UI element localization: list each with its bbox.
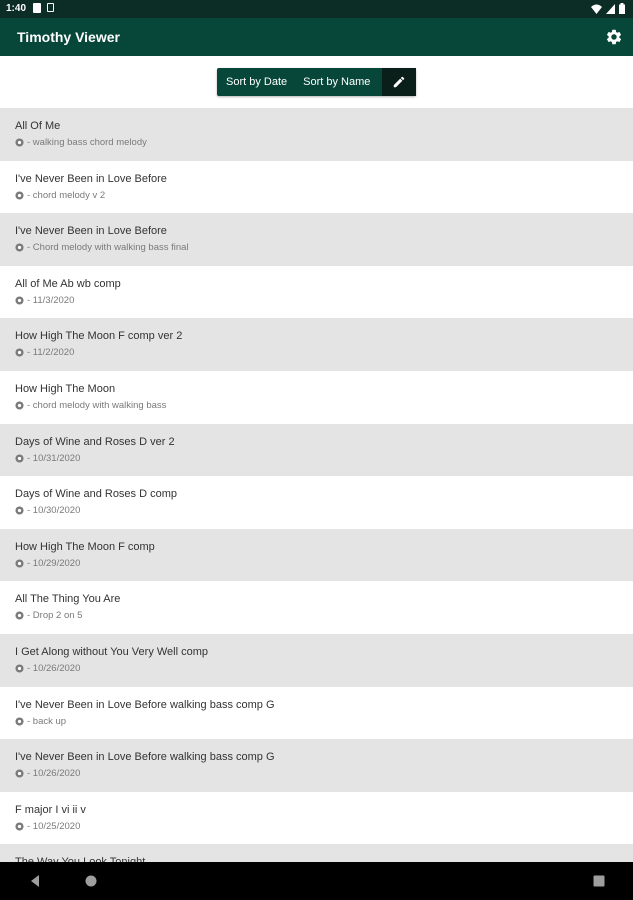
eye-icon bbox=[15, 243, 24, 252]
item-subtitle-row bbox=[15, 137, 147, 148]
eye-icon bbox=[15, 401, 24, 410]
item-title: Days of Wine and Roses D comp bbox=[15, 488, 178, 501]
item-subtitle-row bbox=[15, 663, 80, 674]
item-subtitle: - Drop 2 on 5 bbox=[27, 610, 83, 622]
list-item[interactable] bbox=[0, 687, 633, 740]
sort-toolbar bbox=[217, 68, 416, 96]
sort-by-date-button[interactable]: Sort by Date bbox=[226, 76, 288, 88]
item-subtitle: - 10/30/2020 bbox=[27, 505, 81, 517]
item-title: I've Never Been in Love Before walking bass comp G bbox=[15, 751, 275, 764]
item-subtitle-row bbox=[15, 347, 74, 358]
eye-icon bbox=[15, 717, 24, 726]
sim-card-icon bbox=[47, 3, 54, 12]
eye-icon bbox=[15, 506, 24, 515]
list-item[interactable] bbox=[0, 318, 633, 371]
status-bar bbox=[0, 0, 633, 18]
list-item[interactable] bbox=[0, 634, 633, 687]
list-item[interactable] bbox=[0, 476, 633, 529]
home-icon[interactable] bbox=[85, 875, 97, 887]
item-subtitle: - chord melody with walking bass bbox=[27, 399, 167, 411]
item-title: How High The Moon F comp ver 2 bbox=[15, 330, 183, 343]
item-title: All The Thing You Are bbox=[15, 593, 121, 606]
notification-square-icon bbox=[33, 3, 41, 13]
item-subtitle: - 11/3/2020 bbox=[27, 294, 75, 306]
item-title: Days of Wine and Roses D ver 2 bbox=[15, 435, 175, 448]
sort-by-name-button[interactable]: Sort by Name bbox=[303, 76, 371, 88]
item-subtitle-row bbox=[15, 821, 80, 832]
item-title: I Get Along without You Very Well comp bbox=[15, 645, 209, 658]
recording-list bbox=[0, 108, 633, 862]
item-title: F major I vi ii v bbox=[15, 803, 86, 816]
item-subtitle-row bbox=[15, 505, 80, 516]
item-subtitle-row bbox=[15, 295, 74, 306]
item-subtitle: - 11/2/2020 bbox=[27, 347, 75, 359]
list-item[interactable] bbox=[0, 739, 633, 792]
item-subtitle: - 10/26/2020 bbox=[27, 768, 81, 780]
item-subtitle-row bbox=[15, 610, 82, 621]
item-subtitle-row bbox=[15, 400, 166, 411]
item-subtitle-row bbox=[15, 768, 80, 779]
battery-icon bbox=[619, 3, 625, 14]
app-title: Timothy Viewer bbox=[17, 29, 120, 45]
status-left-icons bbox=[33, 3, 54, 13]
wifi-icon bbox=[591, 4, 602, 14]
list-item[interactable] bbox=[0, 161, 633, 214]
item-subtitle: - 10/31/2020 bbox=[27, 452, 81, 464]
eye-icon bbox=[15, 348, 24, 357]
item-subtitle: - 10/25/2020 bbox=[27, 820, 81, 832]
eye-icon bbox=[15, 138, 24, 147]
item-title: How High The Moon bbox=[15, 382, 116, 395]
item-subtitle-row bbox=[15, 453, 80, 464]
item-title: I've Never Been in Love Before walking bass comp G bbox=[15, 698, 275, 711]
item-title: How High The Moon F comp bbox=[15, 540, 155, 553]
list-item[interactable] bbox=[0, 529, 633, 582]
eye-icon bbox=[15, 822, 24, 831]
eye-icon bbox=[15, 191, 24, 200]
item-subtitle-row bbox=[15, 716, 66, 727]
item-subtitle: - 10/29/2020 bbox=[27, 557, 81, 569]
status-right-icons bbox=[591, 3, 625, 14]
list-item[interactable] bbox=[0, 792, 633, 845]
status-time: 1:40 bbox=[6, 3, 27, 14]
app-bar bbox=[0, 18, 633, 56]
eye-icon bbox=[15, 611, 24, 620]
eye-icon bbox=[15, 559, 24, 568]
eye-icon bbox=[15, 454, 24, 463]
item-subtitle-row bbox=[15, 242, 189, 253]
item-title: I've Never Been in Love Before bbox=[15, 225, 167, 238]
list-item[interactable] bbox=[0, 424, 633, 477]
item-subtitle-row bbox=[15, 190, 105, 201]
item-subtitle-row bbox=[15, 558, 80, 569]
signal-icon bbox=[606, 4, 615, 14]
item-title: All Of Me bbox=[15, 120, 61, 132]
list-item[interactable] bbox=[0, 108, 633, 161]
list-item[interactable] bbox=[0, 371, 633, 424]
back-icon[interactable] bbox=[28, 874, 42, 888]
edit-button[interactable] bbox=[382, 68, 416, 96]
list-item[interactable] bbox=[0, 213, 633, 266]
eye-icon bbox=[15, 769, 24, 778]
item-subtitle: - walking bass chord melody bbox=[27, 137, 147, 148]
item-subtitle: - Chord melody with walking bass final bbox=[27, 242, 189, 254]
list-item[interactable] bbox=[0, 266, 633, 319]
recents-icon[interactable] bbox=[593, 875, 605, 887]
item-subtitle: - chord melody v 2 bbox=[27, 189, 106, 201]
item-title: All of Me Ab wb comp bbox=[15, 277, 121, 290]
item-subtitle: - back up bbox=[27, 715, 67, 727]
item-subtitle: - 10/26/2020 bbox=[27, 662, 81, 674]
gear-icon[interactable] bbox=[605, 28, 623, 46]
eye-icon bbox=[15, 664, 24, 673]
pencil-icon bbox=[392, 75, 406, 89]
item-title: I've Never Been in Love Before bbox=[15, 172, 167, 185]
list-item[interactable] bbox=[0, 581, 633, 634]
navigation-bar bbox=[0, 862, 633, 900]
eye-icon bbox=[15, 296, 24, 305]
